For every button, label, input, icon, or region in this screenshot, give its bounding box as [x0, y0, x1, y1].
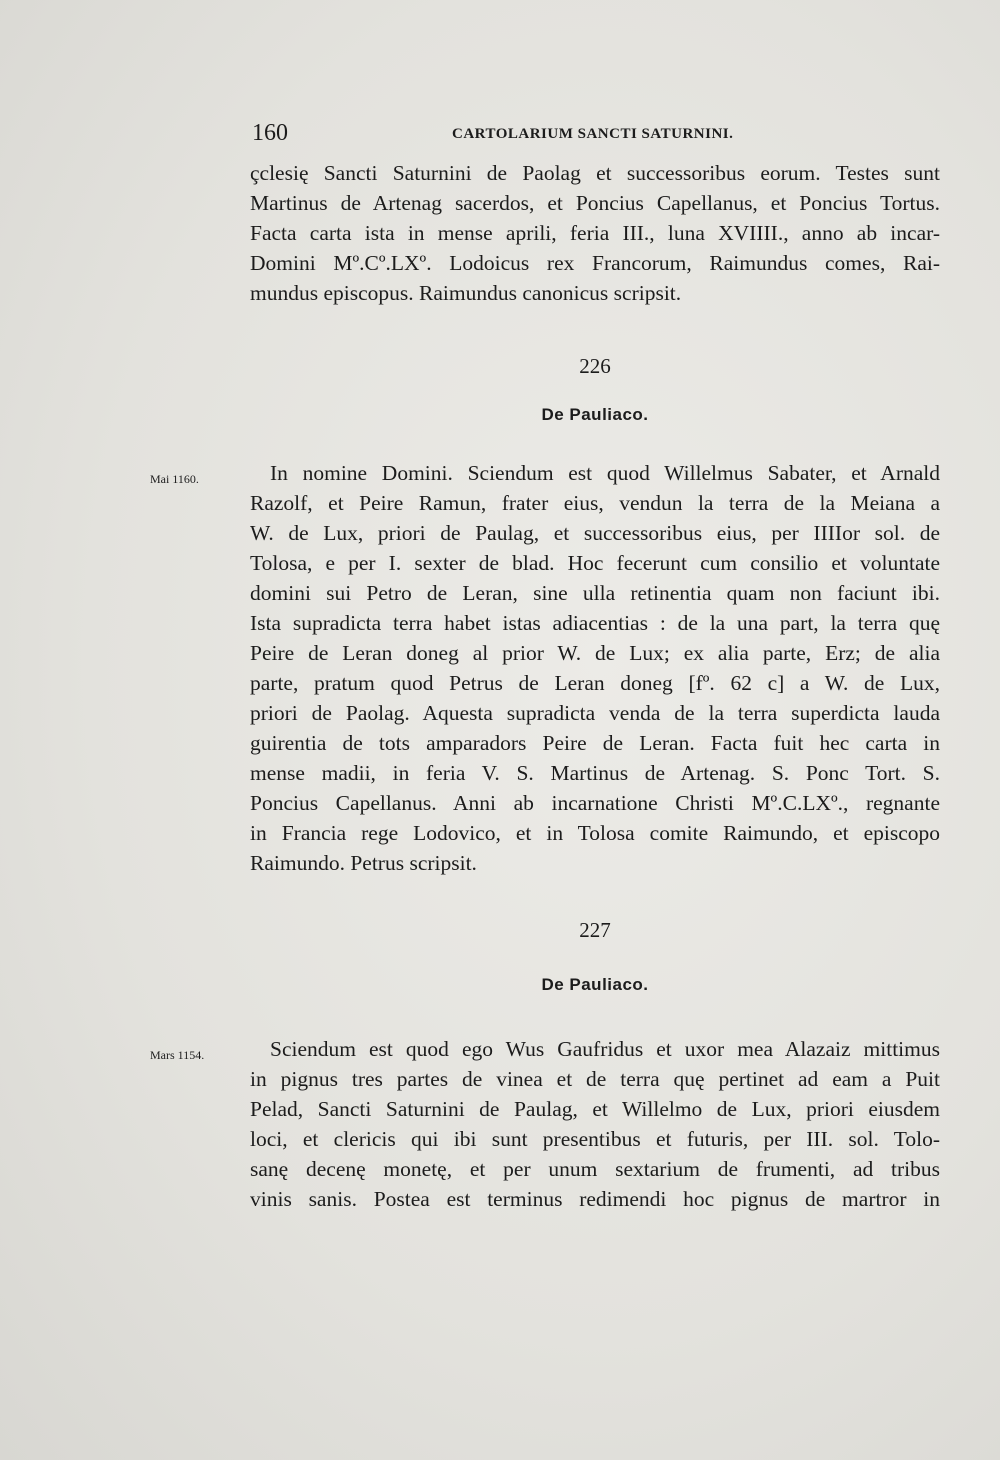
text-line: çclesię Sancti Saturnini de Paolag et successoribus eorum. Testes sunt [250, 161, 940, 185]
text-line: Ista supradicta terra habet istas adiacentias : de la una part, la terra quę [250, 611, 940, 635]
text-line: Facta carta ista in mense aprili, feria III., luna XVIIII., anno ab incar- [250, 221, 940, 245]
margin-date: Mars 1154. [150, 1048, 205, 1062]
text-line: domini sui Petro de Leran, sine ulla retinentia quam non faciunt ibi. [250, 581, 940, 605]
text-line: loci, et clericis qui ibi sunt presentibus et futuris, per III. sol. Tolo- [250, 1127, 940, 1151]
text-line: guirentia de tots amparadors Peire de Leran. Facta fuit hec carta in [250, 731, 940, 755]
text-line: Tolosa, e per I. sexter de blad. Hoc fecerunt cum consilio et voluntate [250, 551, 940, 575]
text-line: Razolf, et Peire Ramun, frater eius, vendun la terra de la Meiana a [250, 491, 940, 515]
charter-number: 227 [579, 918, 611, 942]
continuation-text [250, 158, 940, 308]
text-line: Peire de Leran doneg al prior W. de Lux; ex alia parte, Erz; de alia [250, 641, 940, 665]
charter-226-text [250, 458, 940, 878]
page-number: 160 [252, 120, 288, 146]
text-line: In nomine Domini. Sciendum est quod Willelmus Sabater, et Arnald [270, 461, 940, 485]
running-title: CARTOLARIUM SANCTI SATURNINI. [452, 126, 734, 142]
page-header [252, 120, 952, 150]
text-line: parte, pratum quod Petrus de Leran doneg [fº. 62 c] a W. de Lux, [250, 671, 940, 695]
text-line: Domini Mº.Cº.LXº. Lodoicus rex Francorum, Raimundus comes, Rai- [250, 251, 940, 275]
text-line: in pignus tres partes de vinea et de terra quę pertinet ad eam a Puit [250, 1067, 940, 1091]
text-line: sanę decenę monetę, et per unum sextarium de frumenti, ad tribus [250, 1157, 940, 1181]
charter-number: 226 [579, 354, 611, 378]
text-line: Raimundo. Petrus scripsit. [250, 851, 477, 875]
text-line: W. de Lux, priori de Paulag, et successoribus eius, per IIIIor sol. de [250, 521, 940, 545]
text-line: Sciendum est quod ego Wus Gaufridus et uxor mea Alazaiz mittimus [270, 1037, 940, 1061]
text-line: priori de Paolag. Aquesta supradicta venda de la terra superdicta lauda [250, 701, 940, 725]
text-line: Poncius Capellanus. Anni ab incarnatione Christi Mº.C.LXº., regnante [250, 791, 940, 815]
text-line: mundus episcopus. Raimundus canonicus scripsit. [250, 281, 682, 305]
text-line: vinis sanis. Postea est terminus redimendi hoc pignus de martror in [250, 1187, 940, 1211]
charter-title: De Pauliaco. [541, 405, 649, 424]
text-line: Martinus de Artenag sacerdos, et Poncius Capellanus, et Poncius Tortus. [250, 191, 940, 215]
margin-date: Mai 1160. [150, 472, 199, 486]
text-line: Pelad, Sancti Saturnini de Paulag, et Willelmo de Lux, priori eiusdem [250, 1097, 940, 1121]
text-line: mense madii, in feria V. S. Martinus de Artenag. S. Ponc Tort. S. [250, 761, 940, 785]
text-line: in Francia rege Lodovico, et in Tolosa comite Raimundo, et episcopo [250, 821, 940, 845]
charter-227-text [250, 1034, 940, 1214]
charter-title: De Pauliaco. [541, 975, 649, 994]
